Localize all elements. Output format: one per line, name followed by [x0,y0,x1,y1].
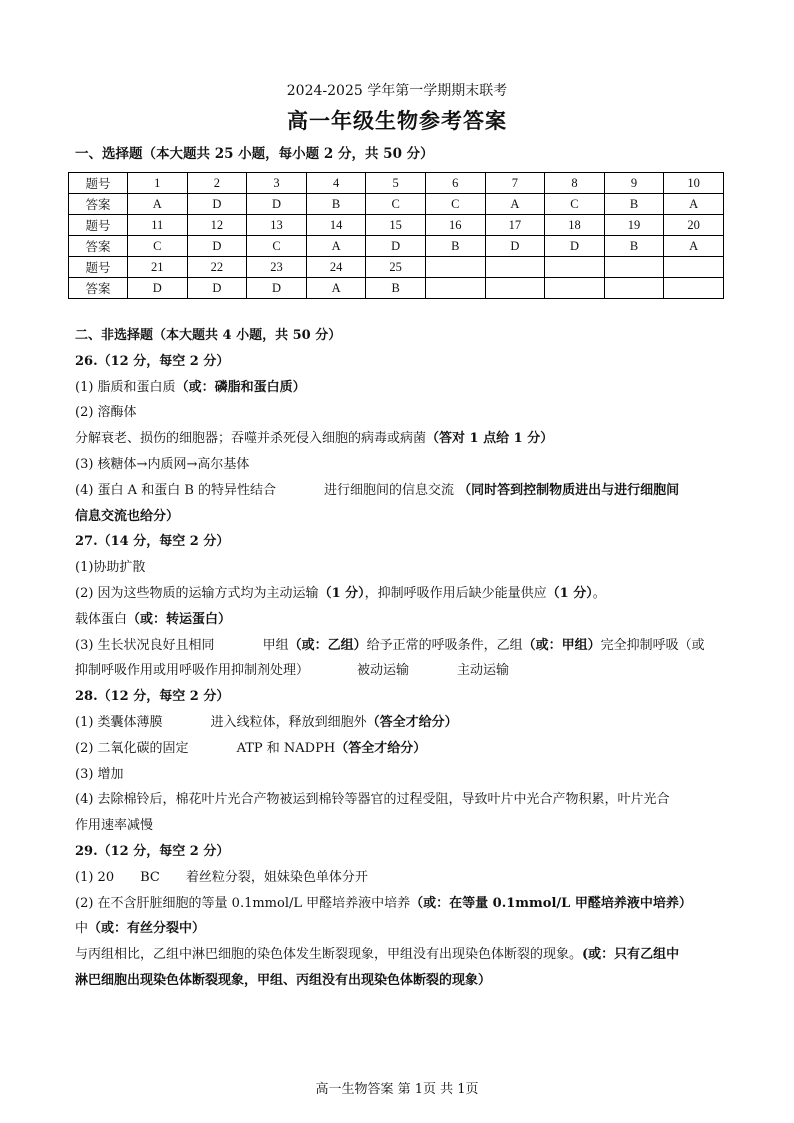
question-number-cell [545,257,605,278]
question-number-cell: 12 [187,215,247,236]
answer-letter-cell: C [128,236,188,257]
question-number-cell: 4 [306,173,366,194]
q27-answer-4c: 给予正常的呼吸条件，乙组 [366,637,523,653]
q27-line-4 [75,633,725,659]
q27-line-2 [75,581,725,607]
q27-score-2a: （1 分） [318,585,365,601]
question-number-cell [664,257,724,278]
choice-answer-table [68,172,724,299]
question-number-cell: 7 [485,173,545,194]
q26-title: 26.（12 分，每空 2 分） [75,353,230,369]
answer-letter-cell: D [247,194,307,215]
q28-note-1: （答全才给分） [366,714,458,730]
answer-letter-cell [545,278,605,299]
question-number-cell: 17 [485,215,545,236]
question-number-row [69,257,724,278]
q27-answer-2a: (2) 因为这些物质的运输方式均为主动运输 [75,585,319,601]
question-number-cell: 8 [545,173,605,194]
q26-note-1: （或：磷脂和蛋白质） [175,379,306,395]
q29-line-4 [75,942,725,968]
page-title: 高一年级生物参考答案 [287,108,507,133]
question-number-cell [425,257,485,278]
row-label-answer: 答案 [69,194,128,215]
answer-letter-cell: C [545,194,605,215]
question-number-cell: 22 [187,257,247,278]
question-number-cell: 18 [545,215,605,236]
row-label-answer: 答案 [69,278,128,299]
answer-letter-cell: B [604,236,664,257]
q27-answer-4d: 完全抑制呼吸（或 [600,637,705,653]
q29-line-3 [75,916,725,942]
answer-letter-cell: B [425,236,485,257]
section-2 [75,323,725,994]
answer-letter-cell: D [187,194,247,215]
question-number-cell: 10 [664,173,724,194]
answer-letter-cell [425,278,485,299]
q27-score-2b: （1 分） [546,585,593,601]
q27-answer-4a: (3) 生长状况良好且相同 [75,637,215,653]
question-number-cell: 24 [306,257,366,278]
q27-title: 27.（14 分，每空 2 分） [75,534,230,550]
q26-line-2: (2) 溶酶体 [75,405,137,421]
q27-note-4b: （或：甲组） [522,637,601,653]
q29-note-4: (或：只有乙组中 [582,947,680,963]
q26-answer-5b: 进行细胞间的信息交流 [324,482,459,498]
q26-line-5 [75,478,725,504]
answer-letter-cell: C [247,236,307,257]
question-number-cell: 3 [247,173,307,194]
q28-answer-1b: 进入线粒体，释放到细胞外 [210,714,367,730]
q26-line-1 [75,375,725,401]
q29-answer-4: 与丙组相比，乙组中淋巴细胞的染色体发生断裂现象，甲组没有出现染色体断裂的现象。 [75,947,583,963]
q26-answer-3: 分解衰老、损伤的细胞器；吞噬并杀死侵入细胞的病毒或病菌 [75,431,427,447]
answer-letter-cell: B [604,194,664,215]
q27-line-1: (1)协助扩散 [75,560,146,576]
row-label-question: 题号 [69,257,128,278]
section-1-heading: 一、选择题（本大题共 25 小题，每小题 2 分，共 50 分） [75,146,434,162]
answer-letter-cell: A [306,278,366,299]
question-number-cell: 5 [366,173,426,194]
q26-answer-5a: (4) 蛋白 A 和蛋白 B 的特异性结合 [75,482,277,498]
q27-line-3 [75,607,725,633]
q29-line-2 [75,891,725,917]
q27-answer-3: 载体蛋白 [75,611,128,627]
question-number-cell [485,257,545,278]
question-number-cell: 16 [425,215,485,236]
question-number-cell: 23 [247,257,307,278]
answer-letter-cell: A [128,194,188,215]
q29-answer-1a: (1) 20 [75,869,115,885]
question-number-cell: 21 [128,257,188,278]
q27-period: 。 [592,585,606,601]
q29-note-2: （或：在等量 0.1mmol/L 甲醛培养液中培养） [410,895,692,911]
q28-title: 28.（12 分，每空 2 分） [75,689,230,705]
answer-letter-cell [604,278,664,299]
question-number-row [69,173,724,194]
answer-row [69,278,724,299]
q29-answer-3: 中 [75,921,89,937]
question-number-cell: 25 [366,257,426,278]
answer-letter-cell [485,278,545,299]
q28-answer-2a: (2) 二氧化碳的固定 [75,740,189,756]
question-number-cell: 9 [604,173,664,194]
q26-line-6: 信息交流也给分） [75,508,180,524]
row-label-answer: 答案 [69,236,128,257]
q26-line-3 [75,426,725,452]
row-label-question: 题号 [69,173,128,194]
section-2-heading: 二、非选择题（本大题共 4 小题，共 50 分） [75,328,342,343]
answer-letter-cell: A [485,194,545,215]
question-number-cell: 2 [187,173,247,194]
q27-note-4a: （或：乙组） [288,637,367,653]
q27-answer-5a: 抑制呼吸作用或用呼吸作用抑制剂处理） [75,663,310,679]
answer-row [69,194,724,215]
answer-letter-cell: D [187,278,247,299]
row-label-question: 题号 [69,215,128,236]
answer-letter-cell: B [366,278,426,299]
q28-line-3: (3) 增加 [75,766,124,782]
q27-line-5 [75,658,725,684]
q28-line-2 [75,736,725,762]
answer-letter-cell: D [366,236,426,257]
answer-letter-cell: D [128,278,188,299]
q29-answer-2: (2) 在不含肝脏细胞的等量 0.1mmol/L 甲醛培养液中培养 [75,895,411,911]
answer-letter-cell: C [366,194,426,215]
question-number-cell: 1 [128,173,188,194]
question-number-cell: 20 [664,215,724,236]
question-number-cell: 6 [425,173,485,194]
q26-line-4: (3) 核糖体→内质网→高尔基体 [75,456,250,472]
q29-line-5: 淋巴细胞出现染色体断裂现象，甲组、丙组没有出现染色体断裂的现象） [75,972,492,988]
q27-note-3: （或：转运蛋白） [127,611,232,627]
answer-letter-cell: D [187,236,247,257]
q29-answer-1c: 着丝粒分裂，姐妹染色单体分开 [185,869,368,885]
q27-answer-5c: 主动运输 [457,663,510,679]
question-number-row [69,215,724,236]
answer-letter-cell [664,278,724,299]
answer-letter-cell: B [306,194,366,215]
q26-note-5: （同时答到控制物质进出与进行细胞间 [458,482,680,498]
question-number-cell: 14 [306,215,366,236]
question-number-cell [604,257,664,278]
q28-answer-1a: (1) 类囊体薄膜 [75,714,163,730]
q29-answer-1b: BC [140,869,160,885]
answer-row [69,236,724,257]
answer-letter-cell: A [664,194,724,215]
q26-note-3: （答对 1 点给 1 分） [426,431,554,447]
q29-line-1 [75,865,725,891]
exam-title: 2024-2025 学年第一学期期末联考 [286,83,508,99]
answer-letter-cell: C [425,194,485,215]
q29-note-3: （或：有丝分裂中） [88,921,206,937]
q28-answer-2b: ATP 和 NADPH [236,740,336,756]
answer-letter-cell: A [306,236,366,257]
q26-answer-1: (1) 脂质和蛋白质 [75,379,176,395]
question-number-cell: 11 [128,215,188,236]
q27-answer-4b: 甲组 [262,637,289,653]
answer-letter-cell: D [545,236,605,257]
question-number-cell: 19 [604,215,664,236]
answer-letter-cell: D [247,278,307,299]
q27-answer-5b: 被动运输 [357,663,410,679]
q29-title: 29.（12 分，每空 2 分） [75,843,230,859]
q28-note-2: （答全才给分） [335,740,427,756]
q27-answer-2b: ，抑制呼吸作用后缺少能量供应 [364,585,547,601]
page-footer: 高一生物答案 第 1页 共 1页 [315,1082,479,1097]
question-number-cell: 13 [247,215,307,236]
q28-line-5: 作用速率减慢 [75,818,154,834]
q28-line-1 [75,710,725,736]
q28-line-4: (4) 去除棉铃后，棉花叶片光合产物被运到棉铃等器官的过程受阻，导致叶片中光合产物积累，叶片光合 [75,792,670,808]
answer-letter-cell: A [664,236,724,257]
answer-letter-cell: D [485,236,545,257]
question-number-cell: 15 [366,215,426,236]
